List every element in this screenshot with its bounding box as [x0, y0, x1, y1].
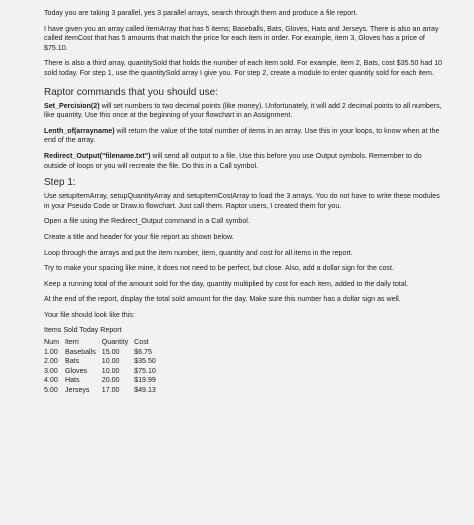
- assignment-document: [44, 9, 444, 396]
- step-1-heading: Step 1:: [44, 177, 76, 189]
- table-row: [44, 386, 162, 396]
- cell-item: Baseballs: [64, 347, 96, 356]
- step-1-paragraph-5: Try to make your spacing like mine, it does not need to be perfect, but close. Also, add a dollar sign for the cost.: [44, 264, 394, 273]
- step-1-paragraph-6: Keep a running total of the amount sold for the day, quantity multiplied by cost for each item, added to the daily total.: [44, 279, 409, 288]
- cell-quantity: 20.00: [101, 376, 120, 385]
- command-name: Redirect_Output("filename.txt"): [44, 151, 151, 160]
- step-1-paragraph-2: Open a file using the Redirect_Output command in a Call symbol.: [44, 217, 250, 226]
- intro-paragraph-3: There is also a third array, quantitySold that holds the number of each item sold. For example, item 2, Bats, cost $35.50 had 10 sold today. For step 1, use the quantitySold array I give you. For step 2, create a module to enter quantity sold for each item.: [44, 59, 443, 77]
- raptor-command-set-percision: [44, 102, 444, 121]
- cell-quantity: 17.00: [101, 386, 120, 395]
- cell-cost: $6.75: [134, 347, 152, 356]
- cell-num: 5.00: [44, 386, 58, 395]
- command-name: Set_Percision(2): [44, 101, 100, 110]
- command-name: Lenth_of(arrayname): [44, 126, 115, 135]
- step-1-paragraph-7: At the end of the report, display the total sold amount for the day. Make sure this number has a dollar sign as well.: [44, 295, 401, 304]
- cell-item: Gloves: [64, 366, 88, 375]
- cell-num: 1.00: [44, 347, 58, 356]
- intro-paragraph-2: I have given you an array called itemArray that has 5 items; Baseballs, Bats, Gloves, Hats and Jerseys. There is also an array called itemCost that has 5 amounts that match the price for each item in order. For example, item 3, Gloves has a price of $75.10.: [44, 24, 439, 52]
- header-cost: Cost: [134, 338, 149, 347]
- raptor-commands-heading: Raptor commands that you should use:: [44, 86, 218, 98]
- cell-cost: $49.13: [134, 386, 156, 395]
- cell-quantity: 15.00: [101, 347, 120, 356]
- cell-item: Hats: [64, 376, 80, 385]
- sample-report-table: [44, 338, 162, 396]
- cell-cost: $35.50: [134, 357, 156, 366]
- command-description: will send all output to a file. Use this before you use Output symbols. Remember to do outside of loops or you will recreate the file. Do this in a Call symbol.: [44, 151, 422, 170]
- header-num: Num: [44, 338, 59, 347]
- table-row: [44, 367, 162, 377]
- raptor-command-length-of: [44, 127, 444, 146]
- table-row: [44, 376, 162, 386]
- command-description: will return the value of the total number of items in an array. Use this in your loops, to know when at the end of the array.: [44, 126, 440, 145]
- cell-quantity: 10.00: [101, 366, 120, 375]
- cell-item: Bats: [64, 357, 80, 366]
- raptor-command-redirect-output: [44, 152, 444, 171]
- cell-item: Jerseys: [64, 386, 90, 395]
- report-header-row: [44, 338, 162, 348]
- table-row: [44, 357, 162, 367]
- command-description: will set numbers to two decimal points (like money). Unfortunately, it will add 2 decimal points to all numbers, like quantity. Use this once at the beginning of your flowchart in an Assignment.: [44, 101, 442, 120]
- cell-num: 4.00: [44, 376, 58, 385]
- step-1-paragraph-8: Your file should look like this:: [44, 310, 135, 319]
- header-item: Item: [64, 338, 79, 347]
- cell-quantity: 10.00: [101, 357, 120, 366]
- cell-cost: $19.99: [134, 376, 156, 385]
- table-row: [44, 348, 162, 358]
- cell-cost: $75.10: [134, 366, 156, 375]
- step-1-paragraph-3: Create a title and header for your file report as shown below.: [44, 232, 234, 241]
- cell-num: 2.00: [44, 357, 58, 366]
- step-1-paragraph-4: Loop through the arrays and put the item number, item, quantity and cost for all items in the report.: [44, 248, 353, 257]
- cell-num: 3.00: [44, 366, 58, 375]
- report-title: Items Sold Today Report: [44, 326, 122, 335]
- intro-paragraph-1: Today you are taking 3 parallel, yes 3 parallel arrays, search through them and produce a file report.: [44, 9, 358, 17]
- header-quantity: Quantity: [101, 338, 129, 347]
- step-1-paragraph-1: Use setupItemArray, setupQuantityArray and setupItemCostArray to load the 3 arrays. You do not have to write these modules in your Pseudo Code or Draw.io flowchart. Just call them. Raptor users, I created them for you.: [44, 192, 440, 210]
